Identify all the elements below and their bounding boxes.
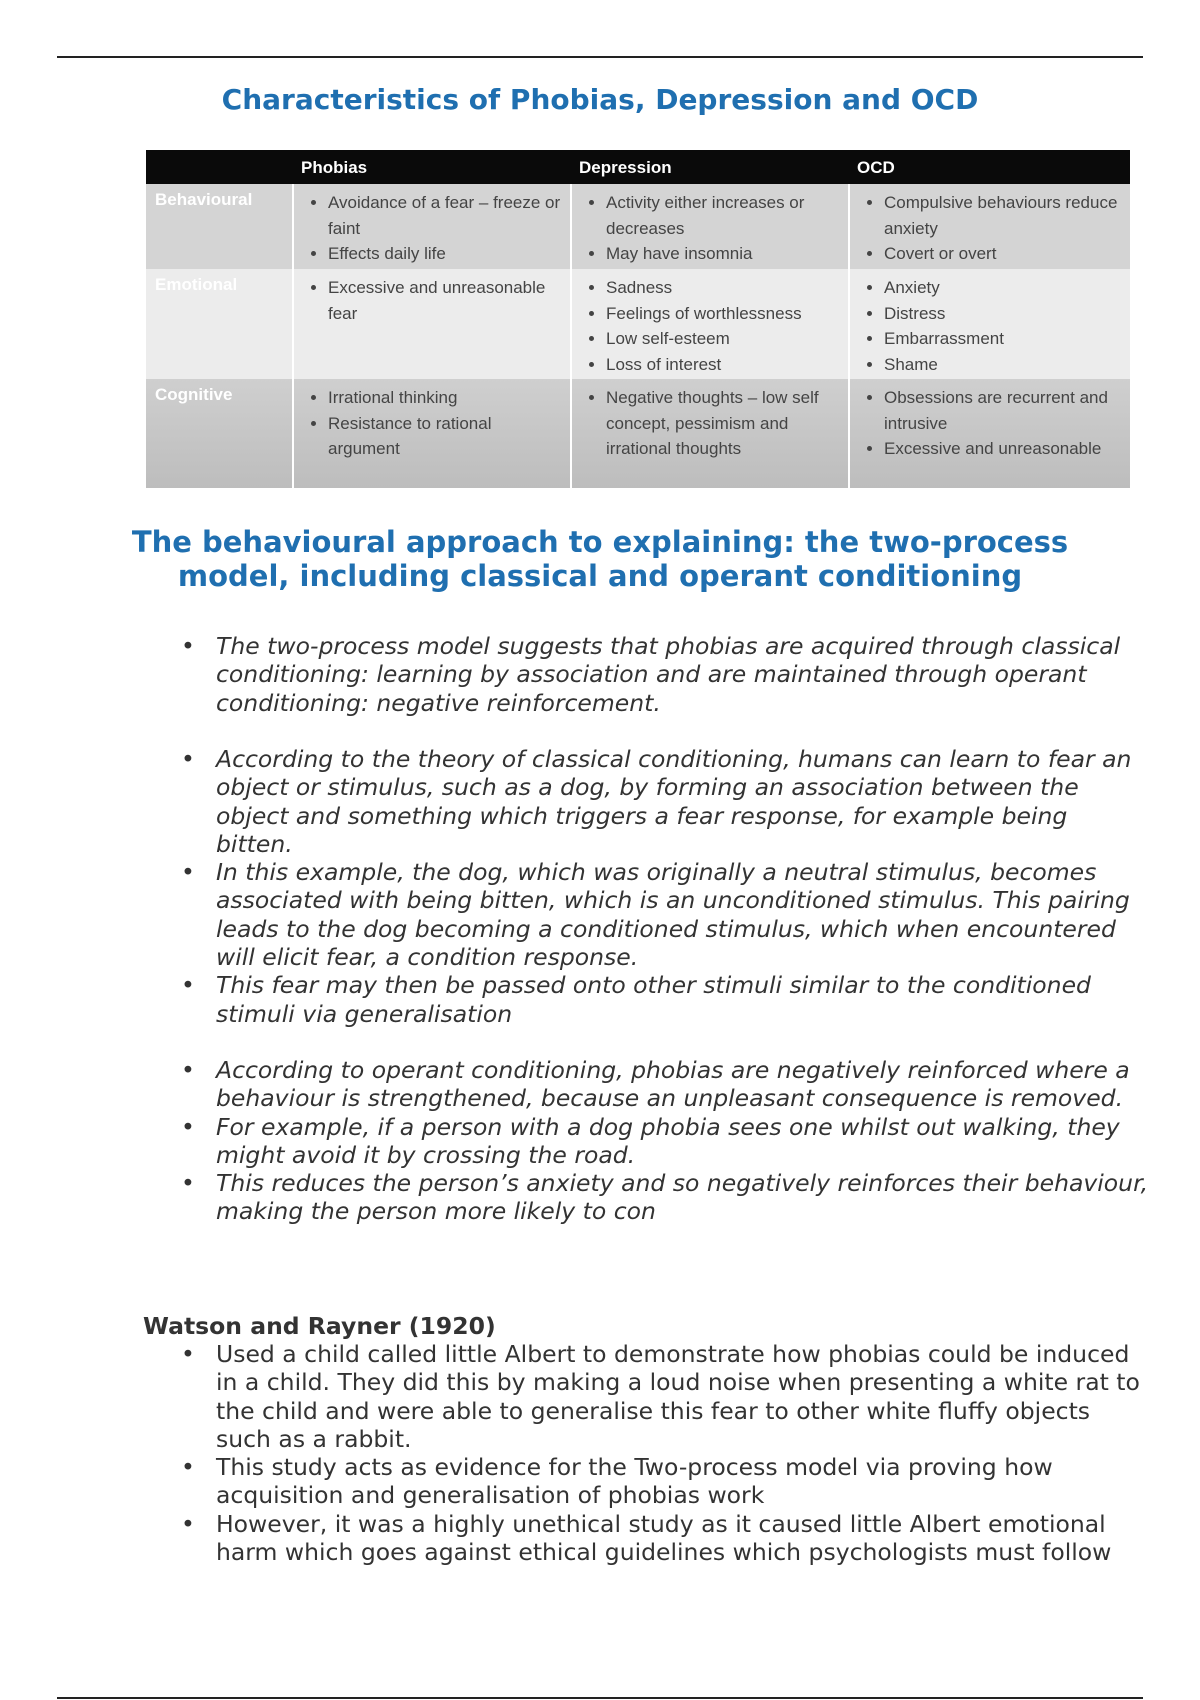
cell-bullet: • Effects daily life	[328, 241, 562, 267]
study-heading: Watson and Rayner (1920)	[143, 1312, 496, 1340]
column-header-ocd: OCD	[848, 150, 1130, 184]
table-cell	[292, 269, 570, 379]
cell-bullet: • Activity either increases or decreases	[606, 190, 840, 241]
cell-bullet: • Compulsive behaviours reduce anxiety	[884, 190, 1122, 241]
section-title	[0, 525, 1200, 593]
top-rule	[57, 56, 1143, 58]
classical-conditioning-list	[175, 745, 1150, 1028]
row-header-emotional: Emotional	[146, 269, 292, 379]
table-cell	[292, 379, 570, 488]
cell-bullet: • Anxiety	[884, 275, 1122, 301]
list-item: • For example, if a person with a dog phobia sees one whilst out walking, they might avoid it by crossing the road.	[175, 1113, 1150, 1170]
section-title-text: The behavioural approach to explaining: the two-process model, including classical and operant conditioning	[131, 525, 1069, 593]
row-header-behavioural: Behavioural	[146, 184, 292, 269]
list-item: • This study acts as evidence for the Two-process model via proving how acquisition and generalisation of phobias work	[175, 1453, 1150, 1510]
cell-bullet: • Loss of interest	[606, 352, 840, 378]
table-cell	[570, 184, 848, 269]
table-cell	[570, 379, 848, 488]
cell-bullet: • Embarrassment	[884, 326, 1122, 352]
column-header-phobias: Phobias	[292, 150, 570, 184]
list-item: • In this example, the dog, which was originally a neutral stimulus, becomes associated with being bitten, which is an unconditioned stimulus. This pairing leads to the dog becoming a conditioned stimulus, which when encountered will elicit fear, a condition response.	[175, 858, 1150, 971]
list-item: • However, it was a highly unethical study as it caused little Albert emotional harm which goes against ethical guidelines which psychologists must follow	[175, 1510, 1150, 1567]
list-item: • This reduces the person’s anxiety and so negatively reinforces their behaviour, making the person more likely to con	[175, 1169, 1150, 1226]
cell-bullet: • May have insomnia	[606, 241, 840, 267]
cell-bullet: • Irrational thinking	[328, 385, 562, 411]
table-cell	[848, 379, 1130, 488]
table-cell	[848, 269, 1130, 379]
cell-bullet: • Sadness	[606, 275, 840, 301]
cell-bullet: • Avoidance of a fear – freeze or faint	[328, 190, 562, 241]
cell-bullet: • Distress	[884, 301, 1122, 327]
operant-conditioning-list	[175, 1056, 1150, 1226]
characteristics-table	[146, 150, 1130, 488]
table-cell	[570, 269, 848, 379]
cell-bullet: • Obsessions are recurrent and intrusive	[884, 385, 1122, 436]
table-cell	[292, 184, 570, 269]
cell-bullet: • Excessive and unreasonable	[884, 436, 1122, 462]
two-process-list	[175, 632, 1150, 717]
list-item: • Used a child called little Albert to demonstrate how phobias could be induced in a child. They did this by making a loud noise when presenting a white rat to the child and were able to generalise this fear to other white fluffy objects such as a rabbit.	[175, 1340, 1150, 1453]
bottom-rule	[57, 1697, 1143, 1699]
list-item: • According to the theory of classical conditioning, humans can learn to fear an object or stimulus, such as a dog, by forming an association between the object and something which triggers a fear response, for example being bitten.	[175, 745, 1150, 858]
cell-bullet: • Excessive and unreasonable fear	[328, 275, 562, 326]
list-item: • According to operant conditioning, phobias are negatively reinforced where a behaviour is strengthened, because an unpleasant consequence is removed.	[175, 1056, 1150, 1113]
cell-bullet: • Low self-esteem	[606, 326, 840, 352]
list-item: • The two-process model suggests that phobias are acquired through classical conditioning: learning by association and are maintained through operant conditioning: negative reinforcement.	[175, 632, 1150, 717]
page-title: Characteristics of Phobias, Depression and OCD	[221, 83, 979, 116]
row-header-cognitive: Cognitive	[146, 379, 292, 488]
cell-bullet: • Negative thoughts – low self concept, pessimism and irrational thoughts	[606, 385, 840, 462]
table-cell	[848, 184, 1130, 269]
cell-bullet: • Feelings of worthlessness	[606, 301, 840, 327]
cell-bullet: • Shame	[884, 352, 1122, 378]
cell-bullet: • Covert or overt	[884, 241, 1122, 267]
table-corner-header	[146, 150, 292, 184]
study-points-list	[175, 1340, 1150, 1566]
column-header-depression: Depression	[570, 150, 848, 184]
list-item: • This fear may then be passed onto other stimuli similar to the conditioned stimuli via generalisation	[175, 971, 1150, 1028]
cell-bullet: • Resistance to rational argument	[328, 411, 562, 462]
